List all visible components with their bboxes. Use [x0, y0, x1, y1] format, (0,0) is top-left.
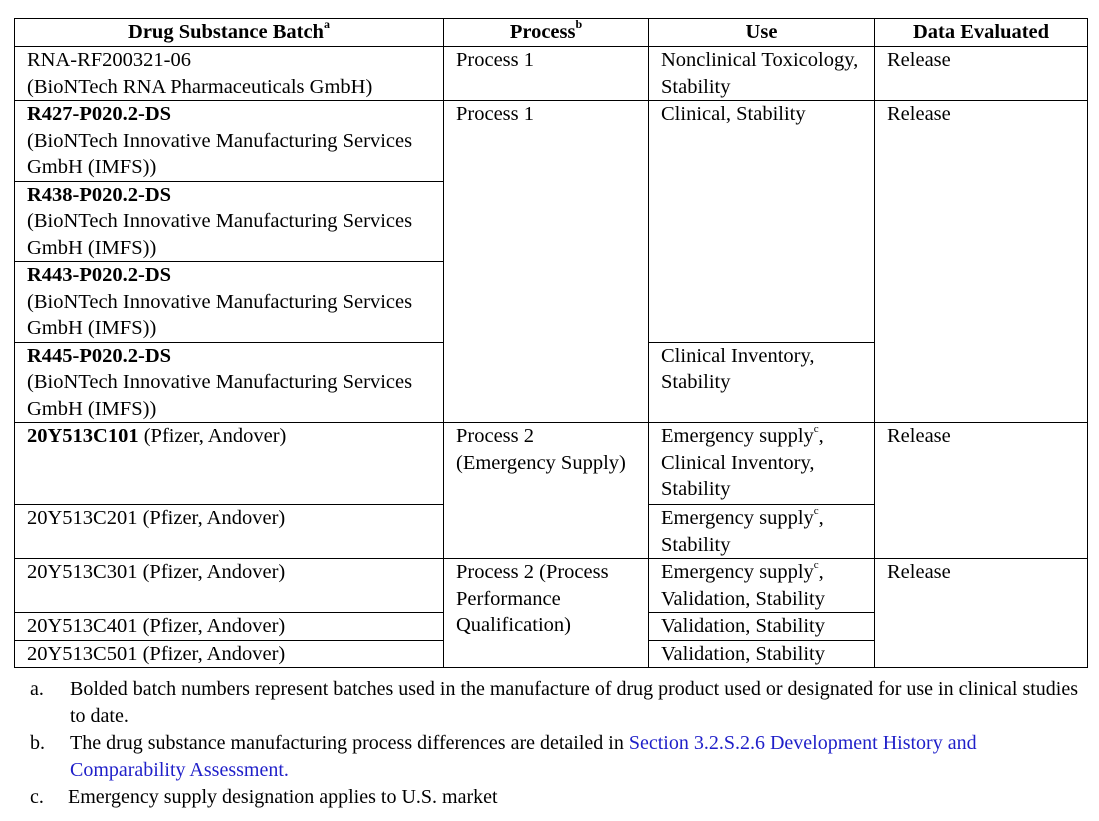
- process-cell: Process 2 (Process Performance Qualification): [444, 559, 649, 668]
- footnote-letter: b.: [30, 732, 45, 754]
- footnote-text: Bolded batch numbers represent batches used in the manufacture of drug product used or designated for use in clinical studies to date.: [70, 678, 1079, 727]
- footnote-text: Emergency supply designation applies to U.S. market: [68, 786, 498, 808]
- section-link[interactable]: Section 3.2.S.2.6 Development History and Comparability Assessment.: [70, 732, 977, 781]
- data-cell: Release: [875, 559, 1088, 668]
- use-cell: Emergency supply$^c$, Clinical Inventory, Stability: [649, 423, 875, 505]
- use-cell: Validation, Stability: [649, 613, 875, 641]
- batch-number: R438-P020.2-DS: [27, 183, 172, 206]
- batch-site: (Pfizer, Andover): [142, 615, 286, 637]
- table-row: [15, 559, 1088, 613]
- footnote-a: [30, 676, 1090, 730]
- batch-cell: [15, 101, 444, 182]
- batch-cell: [15, 559, 444, 613]
- table-row: [15, 101, 1088, 182]
- batch-site: (BioNTech Innovative Manufacturing Services GmbH (IMFS)): [27, 371, 413, 420]
- header-process: Process$^b$: [444, 19, 649, 47]
- batch-number: RNA-RF200321-06: [27, 49, 192, 71]
- batch-cell: [15, 342, 444, 423]
- batch-number: 20Y513C101: [27, 425, 139, 447]
- header-use: Use: [649, 19, 875, 47]
- batch-cell: [15, 505, 444, 559]
- data-cell: Release: [875, 101, 1088, 423]
- batch-cell: [15, 262, 444, 343]
- batch-number: 20Y513C401: [27, 615, 138, 637]
- use-cell: Clinical, Stability: [649, 101, 875, 343]
- batch-site: (Pfizer, Andover): [142, 507, 286, 529]
- batch-cell: [15, 47, 444, 101]
- batch-site: (Pfizer, Andover): [142, 561, 286, 583]
- batch-site: (BioNTech Innovative Manufacturing Services GmbH (IMFS)): [27, 210, 413, 259]
- use-cell: Validation, Stability: [649, 640, 875, 668]
- process-cell: Process 1: [444, 101, 649, 423]
- header-data-evaluated: Data Evaluated: [875, 19, 1088, 47]
- footnotes: [30, 676, 1090, 811]
- use-cell: Nonclinical Toxicology, Stability: [649, 47, 875, 101]
- batch-cell: [15, 181, 444, 262]
- batch-number: R445-P020.2-DS: [27, 344, 172, 367]
- batch-number: 20Y513C501: [27, 642, 138, 665]
- batch-site: (BioNTech RNA Pharmaceuticals GmbH): [27, 75, 373, 98]
- batch-site: (Pfizer, Andover): [142, 642, 286, 665]
- batch-cell: [15, 640, 444, 668]
- footnote-letter: a.: [30, 678, 44, 700]
- batch-number: R427-P020.2-DS: [27, 103, 172, 125]
- use-cell: Emergency supply$^c$, Stability: [649, 505, 875, 559]
- batch-site: (Pfizer, Andover): [143, 425, 287, 447]
- use-cell: Emergency supply$^c$, Validation, Stability: [649, 559, 875, 613]
- batch-cell: [15, 613, 444, 641]
- footnote-c: [30, 784, 1090, 811]
- data-cell: Release: [875, 423, 1088, 559]
- table-row: [15, 423, 1088, 505]
- batch-number: 20Y513C201: [27, 507, 138, 529]
- table-row: [15, 47, 1088, 101]
- batch-cell: [15, 423, 444, 505]
- use-cell: Clinical Inventory, Stability: [649, 342, 875, 423]
- footnote-text: The drug substance manufacturing process differences are detailed in Section 3.2.S.2.6 Development History and Comparability Assessment.: [70, 732, 977, 781]
- data-cell: Release: [875, 47, 1088, 101]
- batch-number: R443-P020.2-DS: [27, 264, 172, 286]
- footnote-b: [30, 730, 1090, 784]
- process-cell: Process 2 (Emergency Supply): [444, 423, 649, 559]
- batch-site: (BioNTech Innovative Manufacturing Services GmbH (IMFS)): [27, 129, 413, 178]
- batch-table: [14, 18, 1088, 668]
- footnote-letter: c.: [30, 786, 44, 808]
- batch-number: 20Y513C301: [27, 561, 138, 583]
- batch-site: (BioNTech Innovative Manufacturing Services GmbH (IMFS)): [27, 290, 413, 339]
- header-batch: Drug Substance Batch$^a$: [15, 19, 444, 47]
- process-cell: Process 1: [444, 47, 649, 101]
- header-row: [15, 19, 1088, 47]
